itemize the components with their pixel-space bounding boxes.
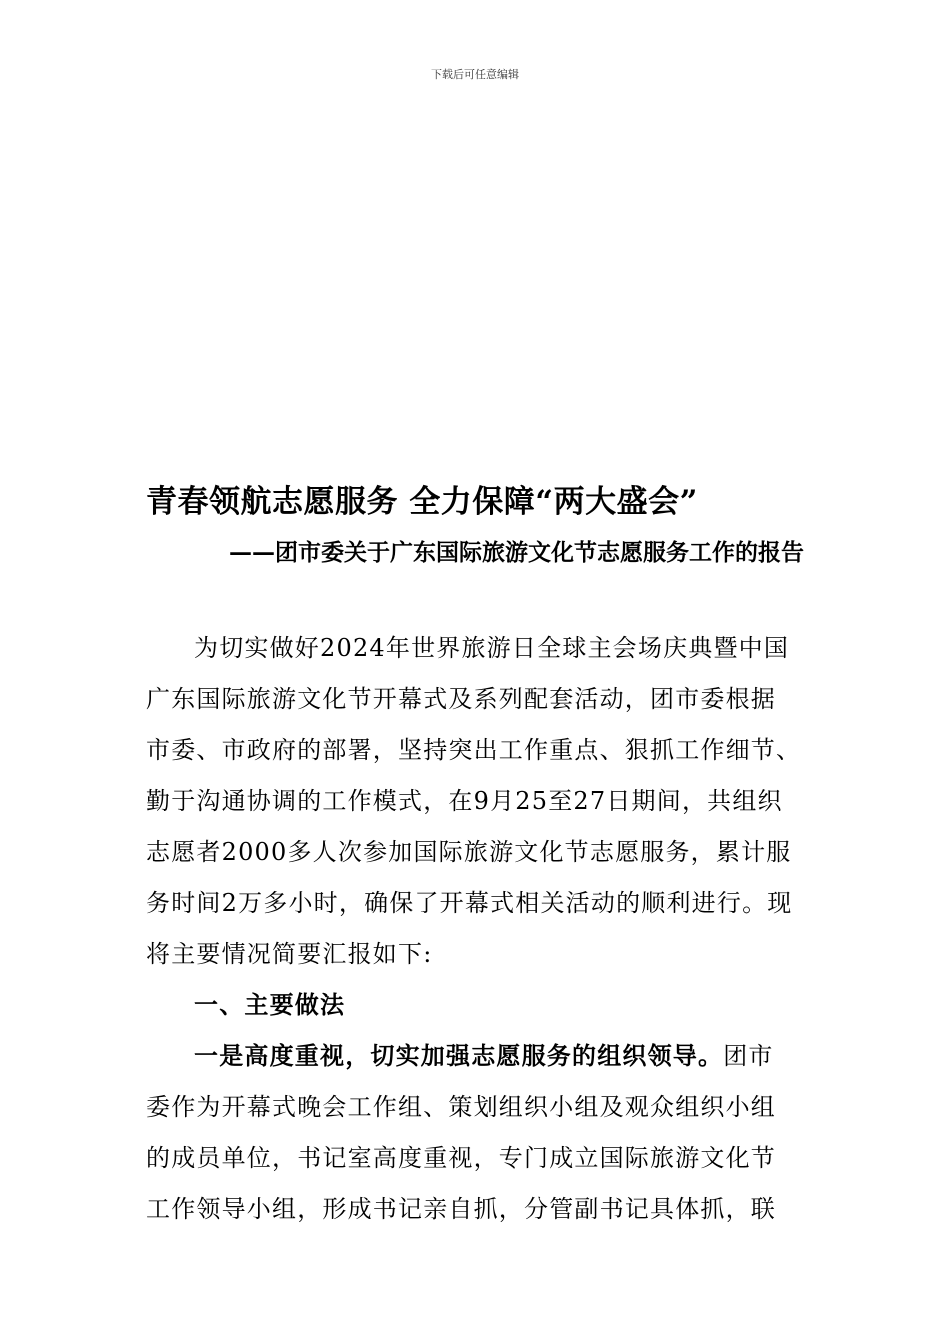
paragraph-lead-rest: 团市 (723, 1042, 774, 1070)
paragraph-line: 将主要情况简要汇报如下: (146, 940, 433, 968)
paragraph-line: 勤于沟通协调的工作模式，在9月25至27日期间，共组织 (146, 787, 783, 815)
document-title: 青春领航志愿服务 全力保障“两大盛会” (146, 484, 698, 520)
paragraph-lead-bold: 一是高度重视，切实加强志愿服务的组织领导。 (194, 1041, 724, 1070)
document-subtitle: ——团市委关于广东国际旅游文化节志愿服务工作的报告 (229, 539, 804, 566)
document-body (146, 628, 806, 1240)
paragraph-line: 工作领导小组，形成书记亲自抓，分管副书记具体抓，联 (146, 1195, 776, 1223)
paragraph-line: 的成员单位，书记室高度重视，专门成立国际旅游文化节 (146, 1144, 776, 1172)
paragraph-line: 志愿者2000多人次参加国际旅游文化节志愿服务，累计服 (146, 838, 792, 866)
section-heading: 一、主要做法 (194, 990, 346, 1019)
paragraph-line: 市委、市政府的部署，坚持突出工作重点、狠抓工作细节、 (146, 736, 802, 764)
paragraph-line (146, 1036, 806, 1087)
paragraph-line: 广东国际旅游文化节开幕式及系列配套活动，团市委根据 (146, 685, 776, 713)
paragraph-line: 务时间2万多小时，确保了开幕式相关活动的顺利进行。现 (146, 889, 793, 917)
header-note: 下载后可任意编辑 (431, 68, 519, 81)
paragraph-line: 委作为开幕式晚会工作组、策划组织小组及观众组织小组 (146, 1093, 776, 1121)
paragraph-line: 为切实做好2024年世界旅游日全球主会场庆典暨中国 (194, 634, 790, 662)
